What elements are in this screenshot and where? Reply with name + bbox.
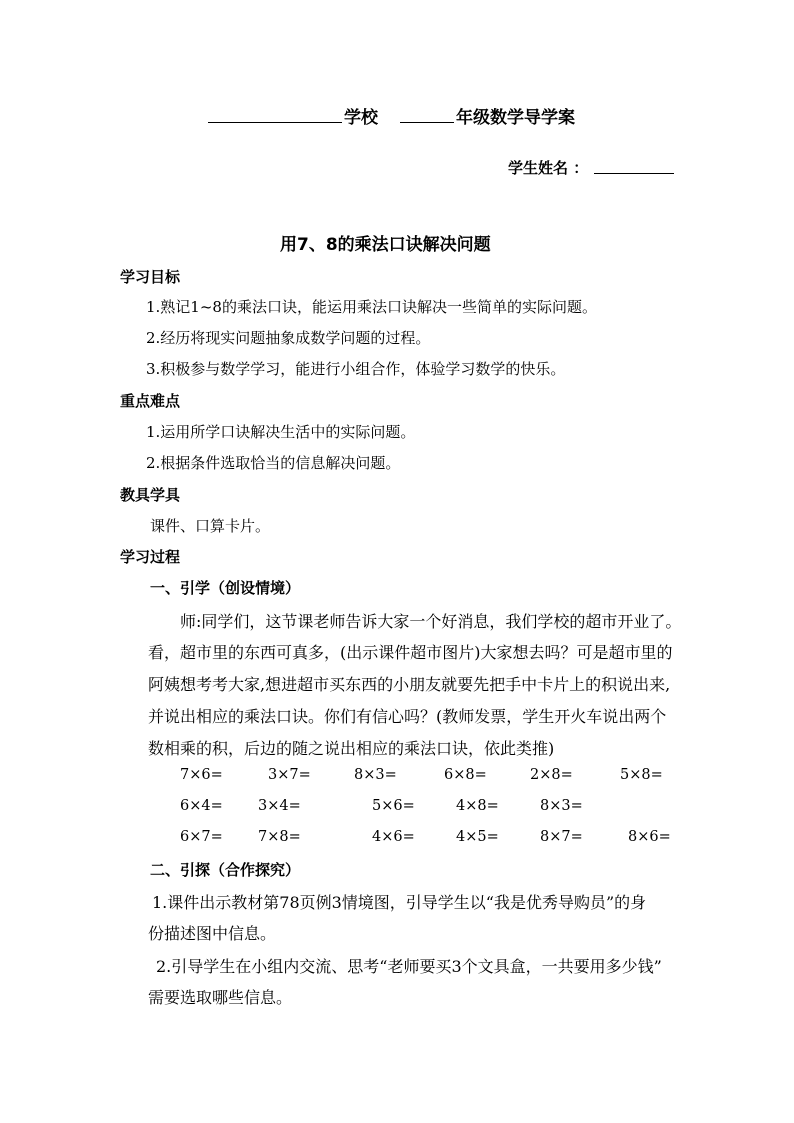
page-title: 用7、8的乘法口诀解决问题 xyxy=(280,235,491,255)
section-heading-process: 学习过程 xyxy=(120,548,181,566)
key-point-item: 1.运用所学口诀解决生活中的实际问题。 xyxy=(146,423,416,441)
equation: 4×6= xyxy=(372,829,415,845)
tools-text: 课件、口算卡片。 xyxy=(150,517,271,535)
equation: 5×8= xyxy=(620,767,663,783)
equation: 8×3= xyxy=(540,798,583,814)
part1-line: 师:同学们，这节课老师告诉大家一个好消息，我们学校的超市开业了。 xyxy=(180,612,682,631)
school-label: 学校 xyxy=(344,108,378,128)
part2-heading: 二、引探（合作探究） xyxy=(150,861,301,879)
part1-line: 数相乘的积，后边的随之说出相应的乘法口诀，依此类推) xyxy=(148,739,555,758)
part1-line: 并说出相应的乘法口诀。你们有信心吗？(教师发票，学生开火车说出两个 xyxy=(148,707,667,726)
equation: 8×3= xyxy=(354,767,397,783)
equation: 2×8= xyxy=(530,767,573,783)
equation: 7×8= xyxy=(258,829,301,845)
key-point-item: 2.根据条件选取恰当的信息解决问题。 xyxy=(146,454,401,472)
part2-line: 需要选取哪些信息。 xyxy=(148,988,293,1007)
part1-line: 看，超市里的东西可真多，(出示课件超市图片)大家想去吗？可是超市里的 xyxy=(148,643,673,662)
goal-item: 3.积极参与数学学习，能进行小组合作，体验学习数学的快乐。 xyxy=(146,360,566,378)
equation: 6×7= xyxy=(180,829,223,845)
grade-blank[interactable] xyxy=(400,122,454,123)
equation: 4×5= xyxy=(456,829,499,845)
equation: 8×7= xyxy=(540,829,583,845)
equation: 8×6= xyxy=(628,829,671,845)
school-blank[interactable] xyxy=(208,122,342,123)
equation: 5×6= xyxy=(372,798,415,814)
part2-line: 2.引导学生在小组内交流、思考“老师要买3个文具盒，一共要用多少钱” xyxy=(156,957,662,976)
goal-item: 2.经历将现实问题抽象成数学问题的过程。 xyxy=(146,329,431,347)
goal-item: 1.熟记1~8的乘法口诀，能运用乘法口诀解决一些简单的实际问题。 xyxy=(146,298,597,316)
equation: 6×4= xyxy=(180,798,223,814)
section-heading-key-points: 重点难点 xyxy=(120,392,181,410)
student-name-label: 学生姓名 ： xyxy=(508,159,589,177)
equation: 6×8= xyxy=(444,767,487,783)
student-name-blank[interactable] xyxy=(594,173,674,174)
part2-line: 1.课件出示教材第78页例3情境图，引导学生以“我是优秀导购员”的身 xyxy=(152,893,647,912)
part2-line: 份描述图中信息。 xyxy=(148,924,277,943)
equation: 4×8= xyxy=(456,798,499,814)
section-heading-tools: 教具学具 xyxy=(120,486,181,504)
grade-label: 年级数学导学案 xyxy=(456,108,575,128)
section-heading-goals: 学习目标 xyxy=(120,268,181,286)
equation: 3×4= xyxy=(258,798,301,814)
equation: 7×6= xyxy=(180,767,223,783)
part1-heading: 一、引学（创设情境） xyxy=(150,579,301,597)
part1-line: 阿姨想考考大家,想进超市买东西的小朋友就要先把手中卡片上的积说出来, xyxy=(148,675,671,694)
equation: 3×7= xyxy=(268,767,311,783)
